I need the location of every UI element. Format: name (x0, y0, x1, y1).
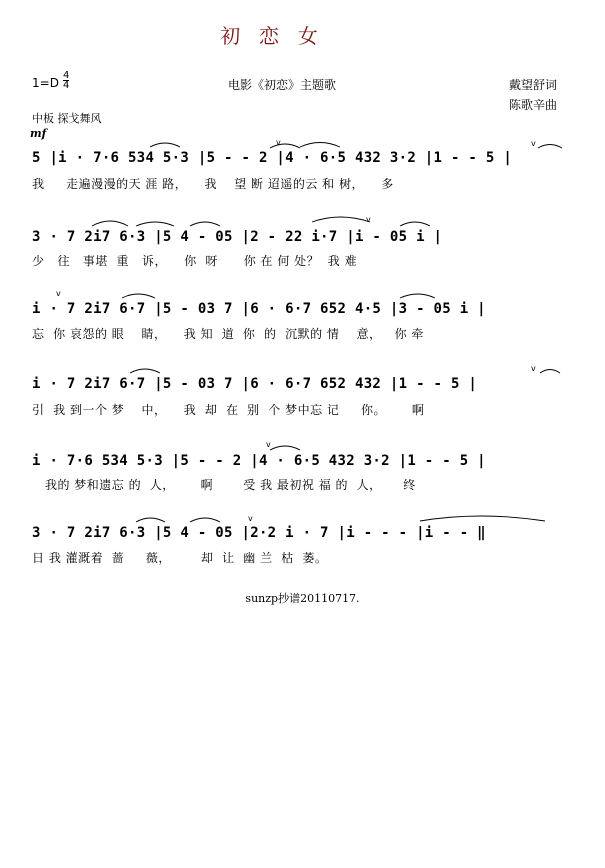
breath-mark: v (248, 514, 253, 523)
system-3-notes: i · 7 2i7 6·7 |5 - 03 7 |6 · 6·7 652 4·5 |3 - 05 i | (32, 301, 486, 317)
slur (270, 446, 300, 450)
system-5-lyrics: 我的 梦和遗忘 的 人， 啊 受 我 最初祝 福 的 人， 终 (32, 478, 416, 492)
dynamic-marking: mf (30, 127, 47, 140)
breath-mark: v (531, 364, 536, 373)
slur (92, 221, 128, 226)
slur (540, 370, 560, 374)
system-3-lyrics: 忘 你 哀怨的 眼 睛， 我 知 道 你 的 沉默的 情 意， 你 牵 (32, 327, 424, 341)
system-1-notes: 5 |i · 7·6 534 5·3 |5 - - 2 |4 · 6·5 432 3·2 |1 - - 5 | (32, 150, 513, 166)
slur (312, 217, 370, 222)
slur (400, 222, 430, 226)
system-6-notes: 3 · 7 2i7 6·3 |5 4 - 05 |2·2 i · 7 |i - - - |i - - ‖ (32, 525, 486, 541)
breath-mark: v (266, 440, 271, 449)
time-top: 4 (63, 70, 70, 81)
footer-credit: sunzp抄谱20110717. (245, 592, 360, 605)
system-4-lyrics: 引 我 到一个 梦 中， 我 却 在 别 个 梦中忘 记 你。 啊 (32, 403, 425, 417)
tempo-marking: 中板 探戈舞风 (32, 112, 102, 125)
breath-mark: v (56, 289, 61, 298)
subtitle: 电影《初恋》主题歌 (228, 78, 337, 92)
slur (190, 222, 220, 226)
slur (538, 145, 562, 149)
slur (130, 369, 160, 373)
slur (270, 144, 300, 148)
lyricist: 戴望舒词 (509, 78, 558, 92)
system-2-lyrics: 少 往 事堪 重 诉， 你 呀 你 在 何 处？ 我 难 (32, 254, 358, 268)
slur (136, 222, 174, 226)
slur (136, 518, 165, 522)
system-5-notes: i · 7·6 534 5·3 |5 - - 2 |4 · 6·5 432 3·2 |1 - - 5 | (32, 453, 486, 469)
system-1-lyrics: 我 走遍漫漫的天 涯 路， 我 望 断 迢遥的云 和 树， 多 (32, 177, 394, 191)
breath-mark: v (531, 139, 536, 148)
system-4-notes: i · 7 2i7 6·7 |5 - 03 7 |6 · 6·7 652 432 |1 - - 5 | (32, 376, 478, 392)
system-6-lyrics: 日 我 灌溉着 蔷 薇， 却 让 幽 兰 枯 萎。 (32, 551, 328, 565)
slur (122, 294, 155, 298)
slur (150, 143, 180, 147)
song-title: 初 恋 女 (220, 24, 320, 48)
key-text: 1=D (32, 76, 59, 90)
slur (190, 518, 220, 522)
time-bottom: 4 (63, 80, 70, 91)
system-2-notes: 3 · 7 2i7 6·3 |5 4 - 05 |2 - 22 i·7 |i - 05 i | (32, 229, 443, 245)
breath-mark: v (276, 138, 281, 147)
breath-mark: v (366, 215, 371, 224)
composer: 陈歌辛曲 (509, 98, 558, 112)
tie (420, 516, 545, 521)
slur (400, 294, 435, 298)
slur (300, 143, 340, 148)
